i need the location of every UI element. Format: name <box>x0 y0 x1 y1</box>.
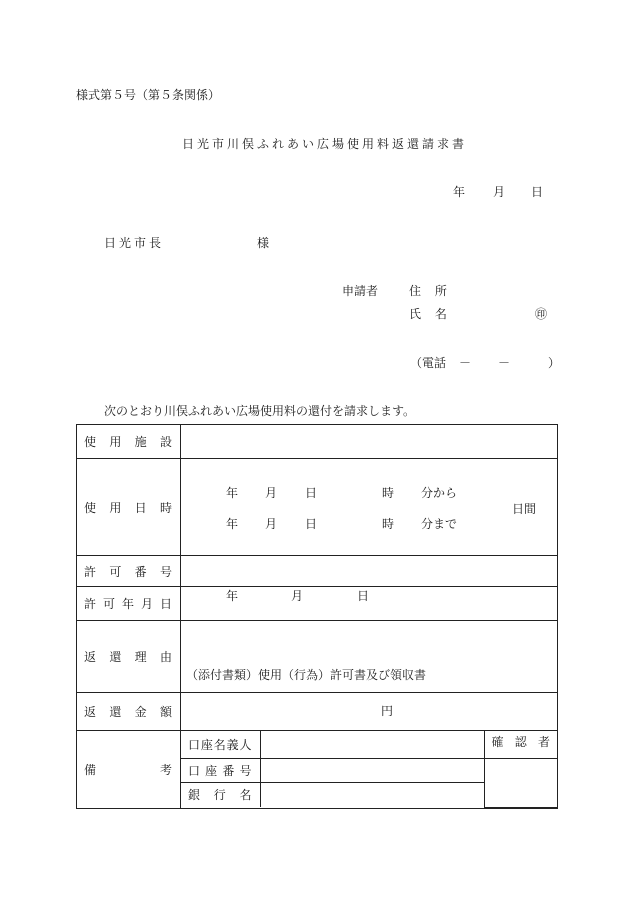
permit-day: 日 <box>357 589 370 603</box>
document-title: 日光市川俣ふれあい広場使用料返還請求書 <box>182 137 468 151</box>
permit-no-value <box>181 556 558 587</box>
to-day: 日 <box>305 517 318 531</box>
permit-no-row <box>77 556 558 587</box>
permit-no-label: 許 可 番 号 <box>77 556 181 587</box>
bank-value <box>260 782 484 807</box>
applicant-label: 申請者 <box>342 284 379 298</box>
permit-date-row <box>77 587 558 621</box>
confirmer-stamp-box <box>484 758 558 807</box>
from-year: 年 <box>226 486 239 500</box>
account-no-value <box>260 758 484 782</box>
facility-value <box>181 425 558 459</box>
confirmer-label: 確 認 者 <box>484 731 558 758</box>
reason-row <box>77 621 558 693</box>
to-hour: 時 <box>382 517 395 531</box>
amount-label: 返 還 金 額 <box>77 693 181 731</box>
name-label: 氏 名 <box>409 307 447 321</box>
permit-date-label: 許 可 年 月 日 <box>77 587 181 621</box>
bank-label: 銀 行 名 <box>181 782 260 807</box>
yen-unit: 円 <box>381 704 394 718</box>
form-number: 様式第５号（第５条関係） <box>76 88 221 102</box>
from-day: 日 <box>305 486 318 500</box>
to-year: 年 <box>226 517 239 531</box>
addressee-honorific: 様 <box>257 236 270 250</box>
date-day: 日 <box>531 185 544 199</box>
remarks-label: 備 考 <box>77 731 181 809</box>
date-month: 月 <box>493 185 506 199</box>
amount-row <box>77 693 558 731</box>
from-hour: 時 <box>382 486 395 500</box>
to-minute: 分まで <box>421 517 458 531</box>
from-month: 月 <box>265 486 278 500</box>
phone-dash-2: － <box>498 356 511 370</box>
address-label: 住 所 <box>409 284 447 298</box>
permit-month: 月 <box>291 589 304 603</box>
datetime-value <box>181 459 558 556</box>
reason-label: 返 還 理 由 <box>77 621 181 693</box>
addressee-name: 日光市長 <box>104 236 165 250</box>
refund-form-table <box>76 424 558 809</box>
date-year: 年 <box>453 185 466 199</box>
permit-date-value <box>181 587 558 621</box>
from-minute: 分から <box>421 486 458 500</box>
datetime-row <box>77 459 558 556</box>
permit-year: 年 <box>226 589 239 603</box>
phone-dash-1: － <box>459 356 472 370</box>
reason-value <box>181 621 558 693</box>
duration-days: 日間 <box>512 502 537 516</box>
account-holder-value <box>260 731 484 758</box>
remarks-content <box>181 731 558 809</box>
to-month: 月 <box>265 517 278 531</box>
remarks-row <box>77 731 558 809</box>
amount-value <box>181 693 558 731</box>
phone-close: ） <box>548 356 561 370</box>
facility-label: 使 用 施 設 <box>77 425 181 459</box>
account-holder-label: 口座名義人 <box>181 731 260 758</box>
seal-mark: ㊞ <box>535 307 548 321</box>
intro-text: 次のとおり川俣ふれあい広場使用料の還付を請求します。 <box>104 404 416 418</box>
attachment-note: （添付書類）使用（行為）許可書及び領収書 <box>186 668 427 682</box>
datetime-label: 使 用 日 時 <box>77 459 181 556</box>
remarks-subtable <box>181 731 558 808</box>
facility-row <box>77 425 558 459</box>
phone-open: （電話 <box>410 356 447 370</box>
account-no-label: 口 座 番 号 <box>181 758 260 782</box>
